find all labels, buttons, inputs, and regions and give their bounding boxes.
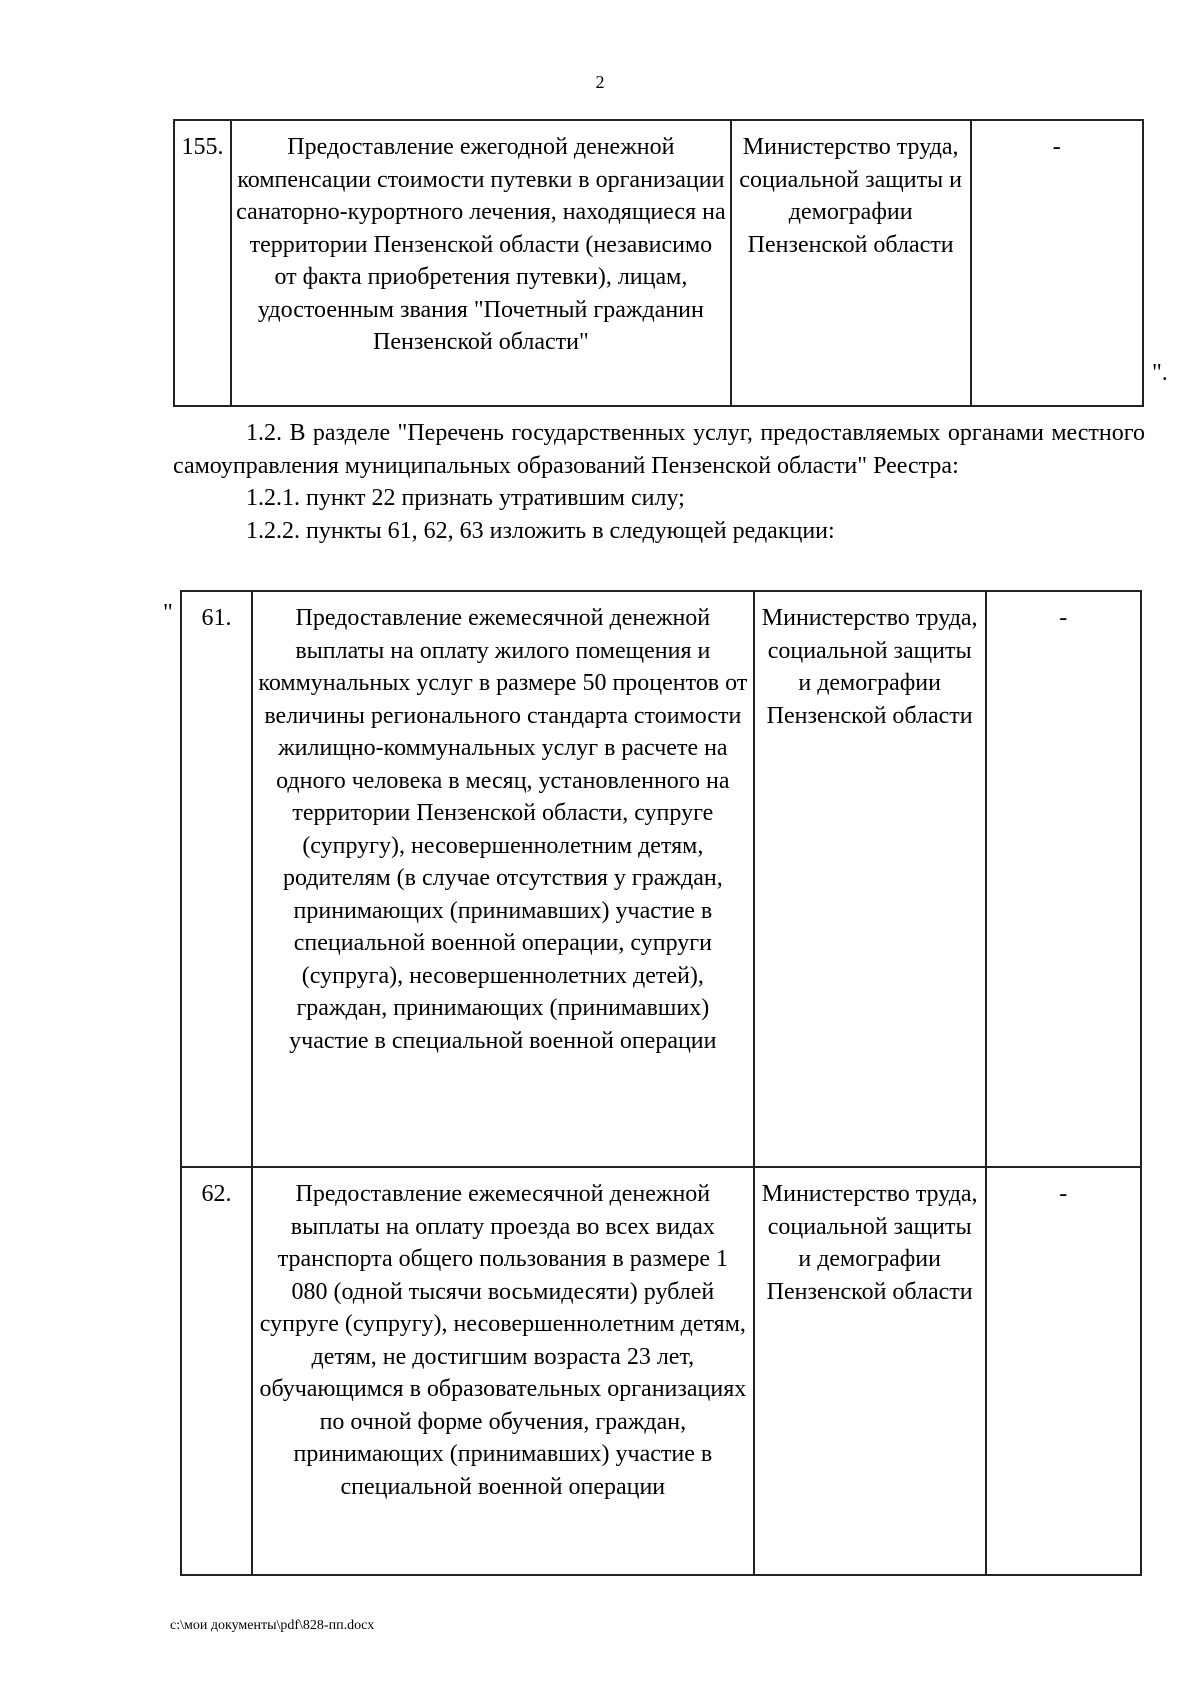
table-row: [174, 120, 1143, 406]
paragraph-1-2-1: 1.2.1. пункт 22 признать утратившим силу;: [246, 485, 685, 511]
row-number-cell: 155.: [174, 120, 231, 406]
note-cell: -: [971, 120, 1143, 406]
registry-table-continued: [173, 119, 1144, 407]
service-name-cell: Предоставление ежемесячной денежной выплаты на оплату жилого помещения и коммунальных услуг в размере 50 процентов от величины регионального стандарта стоимости жилищно-коммунальных услуг в расчете на одного человека в месяц, установленного на территории Пензенской области, супруге (супругу), несовершеннолетним детям, родителям (в случае отсутствия у граждан, принимающих (принимавших) участие в специальной военной операции, супруги (супруга), несовершеннолетних детей), граждан, принимающих (принимавших) участие в специальной военной операции: [252, 591, 754, 1167]
page-number: 2: [595, 72, 605, 92]
amendment-text: [173, 417, 1145, 547]
registry-table-new-items: [180, 590, 1142, 1576]
table-row: [181, 1167, 1141, 1575]
service-name-cell: Предоставление ежегодной денежной компенсации стоимости путевки в организации санаторно-курортного лечения, находящиеся на территории Пензенской области (независимо от факта приобретения путевки), лицам, удостоенным звания "Почетный гражданин Пензенской области": [231, 120, 731, 406]
authority-cell: Министерство труда, социальной защиты и демографии Пензенской области: [731, 120, 971, 406]
closing-quote-mark: ".: [1152, 360, 1168, 386]
table-row: [181, 591, 1141, 1167]
row-number-cell: 62.: [181, 1167, 252, 1575]
footer-file-path: c:\мои документы\pdf\828-пп.docx: [170, 1618, 375, 1633]
authority-cell: Министерство труда, социальной защиты и демографии Пензенской области: [754, 1167, 986, 1575]
authority-cell: Министерство труда, социальной защиты и демографии Пензенской области: [754, 591, 986, 1167]
note-cell: -: [986, 1167, 1141, 1575]
paragraph-1-2-2: 1.2.2. пункты 61, 62, 63 изложить в следующей редакции:: [246, 517, 835, 544]
row-number-cell: 61.: [181, 591, 252, 1167]
opening-quote-mark: ": [163, 600, 173, 626]
note-cell: -: [986, 591, 1141, 1167]
paragraph-1-2: 1.2. В разделе "Перечень государственных услуг, предоставляемых органами местного самоуправления муниципальных образований Пензенской области" Реестра:: [173, 420, 1145, 479]
service-name-cell: Предоставление ежемесячной денежной выплаты на оплату проезда во всех видах транспорта общего пользования в размере 1 080 (одной тысячи восьмидесяти) рублей супруге (супругу), несовершеннолетним детям, детям, не достигшим возраста 23 лет, обучающимся в образовательных организациях по очной форме обучения, граждан, принимающих (принимавших) участие в специальной военной операции: [252, 1167, 754, 1575]
